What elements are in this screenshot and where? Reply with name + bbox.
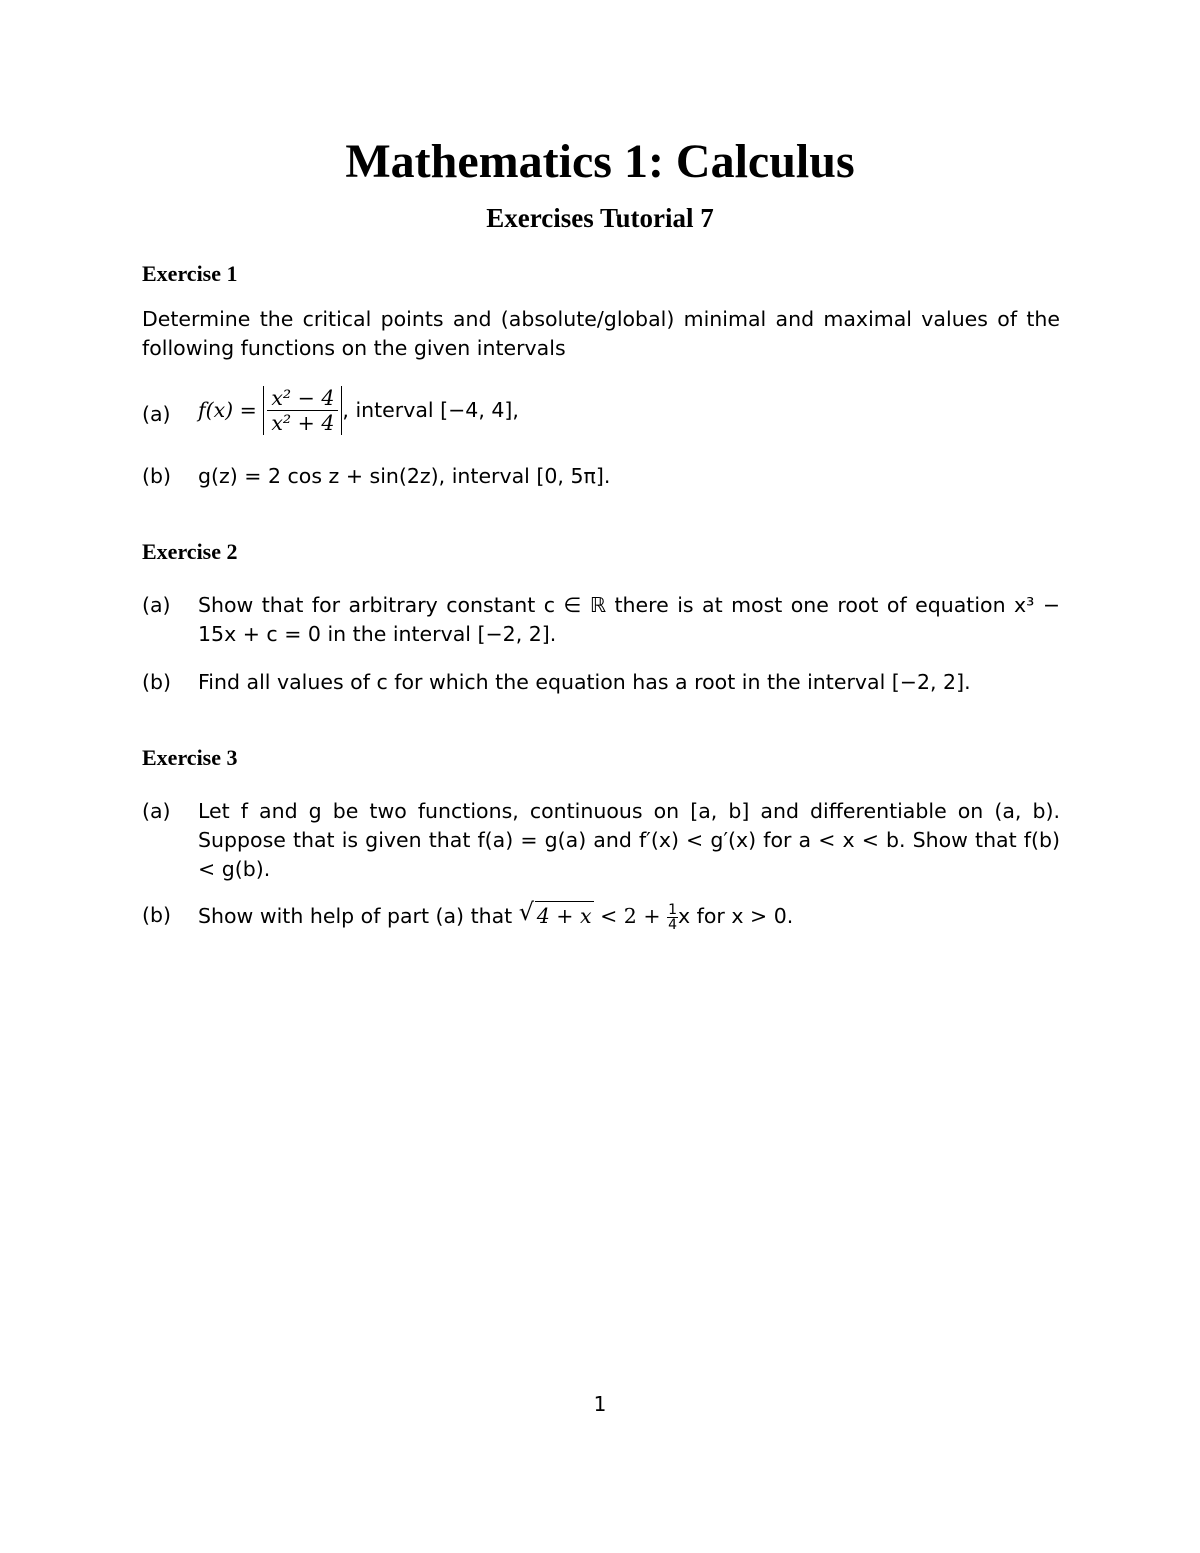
exercise-1-intro: Determine the critical points and (absolute/global) minimal and maximal values of the following functions on the given intervals <box>142 307 1060 360</box>
part-text: Let f and g be two functions, continuous on [a, b] and differentiable on (a, b). Suppose that is given that f(a) = g(a) and f′(x) < g′(x) for a < x < b. Show that f(b) < g(b). <box>198 799 1060 881</box>
fraction-denominator: 4 <box>668 916 677 933</box>
part-label: (b) <box>142 670 172 694</box>
exercise-1-part-a <box>142 386 1060 446</box>
exercise-1-heading: Exercise 1 <box>142 261 238 286</box>
part-text: Find all values of c for which the equation has a root in the interval [−2, 2]. <box>198 670 971 694</box>
part-label: (a) <box>142 799 171 823</box>
absolute-value <box>263 386 342 435</box>
fraction <box>267 386 338 435</box>
fraction-denominator: x² + 4 <box>271 411 335 435</box>
part-label: (a) <box>142 402 171 426</box>
part-text <box>198 898 1060 933</box>
page-number: 1 <box>593 1392 607 1416</box>
fraction-numerator: 1 <box>668 901 677 918</box>
function-lhs: f(x) = <box>198 398 257 422</box>
part-text-prefix: Show with help of part (a) that <box>198 904 513 928</box>
part-text: g(z) = 2 cos z + sin(2z), interval [0, 5π]. <box>198 464 611 488</box>
exercise-3-heading: Exercise 3 <box>142 745 238 770</box>
part-text: Show that for arbitrary constant c ∈ ℝ there is at most one root of equation x³ − 15x + c = 0 in the interval [−2, 2]. <box>198 593 1060 646</box>
part-text-suffix: x for x > 0. <box>678 904 794 928</box>
part-label: (b) <box>142 903 172 927</box>
square-root: √ 4 + x <box>519 901 594 931</box>
exercise-2-heading: Exercise 2 <box>142 539 238 564</box>
part-label: (b) <box>142 464 172 488</box>
interval-text: , interval [−4, 4], <box>342 398 519 422</box>
fraction-numerator: x² − 4 <box>267 386 338 411</box>
inequality-middle: < 2 + <box>600 904 661 928</box>
document-title: Mathematics 1: Calculus <box>345 135 855 188</box>
part-label: (a) <box>142 593 171 617</box>
radicand: 4 + x <box>535 901 594 931</box>
quarter-fraction <box>667 903 678 932</box>
document-subtitle: Exercises Tutorial 7 <box>486 203 714 233</box>
